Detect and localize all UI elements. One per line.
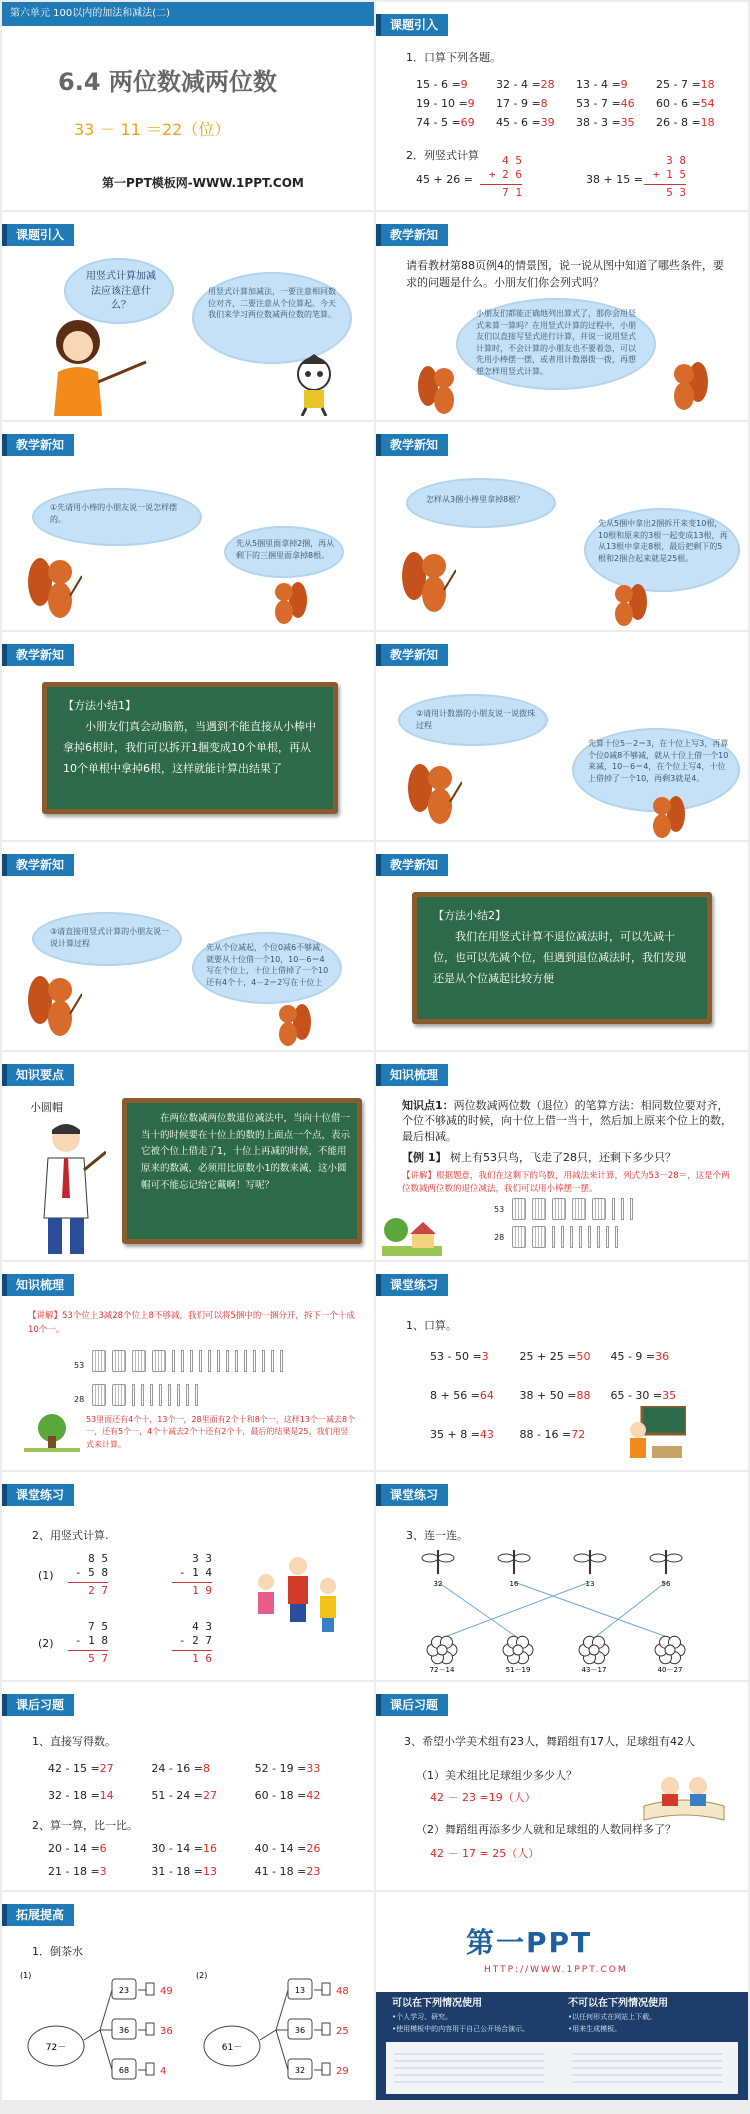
answer: 18 <box>700 78 715 91</box>
compare-item <box>151 1842 254 1855</box>
explain-label: 【讲解】 <box>28 1311 63 1321</box>
section-tag: 教学新知 <box>376 854 448 876</box>
section-tag: 知识梳理 <box>2 1274 74 1296</box>
expression: 17 - 9 = <box>496 97 541 110</box>
answer: 36 <box>655 1350 670 1363</box>
oral-item <box>656 116 736 129</box>
can-use-title: 可以在下列情况使用 <box>392 1998 482 2009</box>
expression: 31 - 18 = <box>151 1865 203 1878</box>
calc1-expression: 45 + 26 = <box>416 173 473 186</box>
slide-intro-oral <box>376 2 748 210</box>
slide-abacus <box>376 632 748 840</box>
expression: 20 - 14 = <box>48 1842 100 1855</box>
flower-label: 72－14 <box>429 1666 455 1674</box>
explain-text: 根据题意，我们在这剩下的鸟数，用减法来计算，列式为53－28＝，这是个两位数减两位数的退位减法，我们可以用小棒摆一摆。 <box>402 1171 730 1194</box>
flower-label: 40－27 <box>657 1666 683 1674</box>
expression: 24 - 16 = <box>151 1762 203 1775</box>
slide-license <box>376 1892 748 2100</box>
match-line <box>438 1582 518 1638</box>
student-icon <box>286 352 342 416</box>
sticks-row-28 <box>512 1226 618 1248</box>
practice-question: 1、口算。 <box>406 1319 457 1332</box>
cannot-use-item: •以任何形式在网站上下载。 <box>568 2013 657 2021</box>
section-tag: 教学新知 <box>2 644 74 666</box>
section-tag: 教学新知 <box>376 644 448 666</box>
slide-example4 <box>376 212 748 420</box>
oral-item <box>656 78 736 91</box>
slide-vertical-method <box>2 842 374 1050</box>
homework-item <box>48 1762 151 1775</box>
cloud-prompt-text: ③请直接用竖式计算的小朋友说一说计算过程 <box>50 927 170 948</box>
house-tree-icon <box>382 1216 442 1256</box>
expression: 19 - 10 = <box>416 97 468 110</box>
squirrel-teacher-icon <box>406 758 462 830</box>
expression: 51 - 24 = <box>151 1789 203 1802</box>
squirrel-teacher-icon <box>26 552 82 624</box>
cloud-answer-text: 先从5捆中拿出2捆拆开来变10根，10根和原来的3根一起变成13根，再从13根中拿走8根，最后把剩下的5根和2捆合起来就是25根。 <box>598 519 728 563</box>
slide-key-point <box>2 1052 374 1260</box>
calc2-result: 5 3 <box>666 185 686 199</box>
teapot-label: 72－ <box>45 2043 67 2053</box>
answer-1: 42 － 23 =19（人） <box>430 1791 536 1804</box>
sticks-count-53: 53 <box>494 1205 505 1214</box>
squirrel-icon <box>646 792 686 838</box>
calc2-bottom: + 1 5 <box>652 168 686 182</box>
expression: 32 - 18 = <box>48 1789 100 1802</box>
flower-icon[interactable] <box>427 1636 457 1664</box>
expression: 45 - 6 = <box>496 116 541 129</box>
question-1: 1．口算下列各题。 <box>406 51 501 64</box>
answer: 9 <box>460 78 468 91</box>
cup-result: 36 <box>160 2026 173 2037</box>
practice-item <box>520 1428 591 1441</box>
expression: 60 - 18 = <box>254 1789 307 1802</box>
matching-diagram <box>396 1548 736 1674</box>
answer: 35 <box>662 1389 677 1402</box>
board-text: 小朋友们真会动脑筋，当遇到不能直接从小棒中拿掉6根时，我们可以拆开1捆变成10个单根，再从10个单根中拿掉6根，这样就能计算出结果了 <box>63 720 316 775</box>
slide-practice-3 <box>376 1472 748 1680</box>
expression: 38 - 3 = <box>576 116 621 129</box>
explain-result: 53里面还有4个十，13个一，28里面有2个十和8个一，这样13个一减去8个一，还有5个一，4个十减去2个十还有2个十，最后的结果是25。我们用竖式来计算。 <box>86 1415 356 1449</box>
slide-title <box>2 2 374 210</box>
calc-b: 3 3 - 1 4 1 9 <box>172 1552 212 1598</box>
explain-text: 53个位上3减28个位上8不够减，我们可以将5捆中的一捆分开，拆下一个十成10个一。 <box>28 1311 355 1335</box>
sticks-count-28: 28 <box>74 1395 85 1404</box>
slide-method-2 <box>376 842 748 1050</box>
calc2-expression: 38 + 15 = <box>586 173 643 186</box>
slide-intro-teacher <box>2 212 374 420</box>
compare-item <box>151 1865 254 1878</box>
page-subtitle: 33 － 11 ＝22（位） <box>74 120 231 139</box>
calc2-vertical <box>644 154 686 200</box>
knowledge-point <box>402 1098 738 1144</box>
compare-item <box>255 1865 358 1878</box>
expression: 53 - 50 = <box>430 1350 482 1363</box>
answer: 3 <box>481 1350 489 1363</box>
cloud-answer-text: 用竖式计算加减法，一要注意相同数位对齐，二要注意从个位算起。今天我们来学习两位数减两位数的笔算。 <box>208 287 336 320</box>
cup-result: 29 <box>336 2066 349 2077</box>
sticks-count-28: 28 <box>494 1233 505 1242</box>
squirrel-icon <box>272 1000 312 1046</box>
expression: 30 - 14 = <box>151 1842 203 1855</box>
squirrel-teacher-icon <box>400 546 456 618</box>
expression: 35 + 8 = <box>430 1428 480 1441</box>
answer: 42 <box>306 1789 321 1802</box>
squirrel-icon <box>416 360 460 416</box>
chalkboard <box>122 1098 362 1244</box>
point-text: 两位数减两位数（退位）的笔算方法：相同数位要对齐，个位不够减的时候，向十位上借一当十，然后加上原来个位上的数，最后相减。 <box>402 1099 732 1143</box>
practice-item <box>610 1350 680 1363</box>
compare-item <box>255 1842 358 1855</box>
sticks-row-28 <box>92 1384 198 1406</box>
answer: 8 <box>540 97 548 110</box>
cannot-use-title: 不可以在下列情况使用 <box>568 1998 668 2009</box>
link-list-left <box>394 2048 544 2088</box>
board-text: 在两位数减两位数退位减法中，当向十位借一当十的时候要在十位上的数的上面点一个点，表示它被个位上借走了1，十位上再减的时候，不能用原来的数减，必须用比原数小1的数来减，这小圆帽可不能忘记给它戴啊！写呢？ <box>141 1113 351 1191</box>
practice-item <box>430 1428 500 1441</box>
answer: 6 <box>99 1842 107 1855</box>
expression: 8 + 56 = <box>430 1389 480 1402</box>
dragonfly-icon[interactable] <box>574 1550 606 1574</box>
cloud-answer-text: 先从个位减起，个位0减6不够减，就要从十位借一个10，10－6＝4写在个位上，十位上借掉了一个10还有4个十，4－2＝2写在十位上 <box>206 943 329 987</box>
section-tag: 课堂练习 <box>376 1484 448 1506</box>
cloud-prompt-text: ②请用计数器的小朋友说一说拨珠过程 <box>416 709 536 730</box>
sticks-count-53: 53 <box>74 1361 85 1370</box>
children-icon <box>248 1546 348 1646</box>
squirrel-icon <box>666 356 710 412</box>
oral-item <box>576 78 656 91</box>
squirrel-icon <box>268 578 308 626</box>
calc1-vertical <box>480 154 522 200</box>
slide-review-2 <box>2 1262 374 1470</box>
answer: 39 <box>540 116 555 129</box>
answer: 13 <box>203 1865 217 1878</box>
flower-icon[interactable] <box>579 1636 609 1664</box>
calc1-top: 4 5 <box>502 154 522 167</box>
answer: 69 <box>460 116 475 129</box>
section-tag: 教学新知 <box>2 434 74 456</box>
brand-url: HTTP://WWW.1PPT.COM <box>484 1965 628 1975</box>
oral-item <box>656 97 736 110</box>
homework-item <box>48 1789 151 1802</box>
oral-item <box>576 97 656 110</box>
squirrel-teacher-icon <box>26 970 82 1042</box>
teapot-diagram <box>16 1964 366 2094</box>
teacher-icon <box>42 312 152 416</box>
section-tag: 教学新知 <box>2 854 74 876</box>
sticks-row-53 <box>92 1350 283 1372</box>
dragonfly-icon[interactable] <box>650 1550 682 1574</box>
brand-logo: 第一PPT <box>466 1926 593 1959</box>
expression: 42 - 15 = <box>48 1762 100 1775</box>
example-question: 请看教材第88页例4的情景图，说一说从图中知道了哪些条件，要求的问题是什么。小朋友们你会列式吗？ <box>406 259 724 289</box>
dragonfly-icon[interactable] <box>422 1550 454 1574</box>
section-tag: 教学新知 <box>376 224 448 246</box>
link-list-right <box>572 2048 722 2088</box>
answer: 28 <box>540 78 555 91</box>
answer: 14 <box>99 1789 114 1802</box>
answer: 35 <box>620 116 635 129</box>
chalkboard <box>412 892 712 1024</box>
section-tag: 课题引入 <box>376 14 448 36</box>
oral-item <box>496 116 576 129</box>
expression: 38 + 50 = <box>519 1389 577 1402</box>
question-2: 2．列竖式计算 <box>406 149 479 162</box>
expression: 13 - 4 = <box>576 78 621 91</box>
answer: 18 <box>700 116 715 129</box>
answer: 3 <box>99 1865 107 1878</box>
section-tag: 课后习题 <box>2 1694 74 1716</box>
cloud-prompt-text: ①先请用小棒的小朋友说一说怎样摆的。 <box>50 503 178 524</box>
practice-question: 3、连一连。 <box>406 1529 468 1542</box>
board-heading: 【方法小结1】 <box>63 699 136 712</box>
slide-practice-1 <box>376 1262 748 1470</box>
tree-icon <box>24 1412 80 1452</box>
flower-label: 51－19 <box>505 1666 531 1674</box>
section-tag: 课后习题 <box>376 1694 448 1716</box>
squirrel-icon <box>608 580 648 628</box>
expression: 60 - 6 = <box>656 97 701 110</box>
point-label: 知识点1： <box>402 1099 454 1112</box>
section-tag: 知识要点 <box>2 1064 74 1086</box>
homework-item <box>151 1789 254 1802</box>
homework-question: 3、希望小学美术组有23人，舞蹈组有17人，足球组有42人 <box>404 1735 695 1748</box>
example-1 <box>402 1150 738 1167</box>
slide-extension <box>2 1892 374 2100</box>
slide-homework-1 <box>2 1682 374 1890</box>
cloud-answer-text: 先从5捆里面拿掉2捆，再从剩下的三捆里面拿掉8根。 <box>236 539 335 560</box>
slide-practice-2 <box>2 1472 374 1680</box>
homework-item <box>255 1762 358 1775</box>
cup-value: 36 <box>118 2026 130 2035</box>
compare-item <box>48 1842 151 1855</box>
dragonfly-label: 56 <box>661 1580 671 1588</box>
cloud-hint-text: 小朋友们都能正确地列出算式了，那你会用竖式来算一算吗？在用竖式计算的过程中，小朋友们以直接写竖式进行计算，并说一说用竖式计算时，不会计算的小朋友也不要着急，可以先用小棒摆一摆，或者用计数器拨一拨，再想想怎样用竖式计算。 <box>476 309 636 376</box>
part-1-label: (1) <box>38 1569 54 1582</box>
practice-item <box>430 1350 500 1363</box>
cup-result: 4 <box>160 2066 167 2077</box>
answer: 50 <box>576 1350 591 1363</box>
dragonfly-icon[interactable] <box>498 1550 530 1574</box>
flower-label: 43－17 <box>581 1666 607 1674</box>
compare-item <box>48 1865 151 1878</box>
cup-value: 13 <box>294 1986 306 1995</box>
slide-homework-2 <box>376 1682 748 1890</box>
calc-c: 7 5 - 1 8 5 7 <box>68 1620 108 1666</box>
expression: 25 - 7 = <box>656 78 701 91</box>
answer: 72 <box>571 1428 586 1441</box>
flower-icon[interactable] <box>655 1636 685 1664</box>
page-title: 6.4 两位数减两位数 <box>58 68 277 96</box>
section-tag: 教学新知 <box>376 434 448 456</box>
slide-sticks-2 <box>376 422 748 630</box>
answer-2: 42 － 17 = 25（人） <box>430 1847 540 1860</box>
answer: 23 <box>306 1865 321 1878</box>
section-tag: 课题引入 <box>2 224 74 246</box>
slide-sticks-1 <box>2 422 374 630</box>
homework-grid <box>48 1762 358 1802</box>
practice-item <box>520 1350 591 1363</box>
calc1-result: 7 1 <box>502 185 522 199</box>
expression: 21 - 18 = <box>48 1865 100 1878</box>
answer: 9 <box>620 78 628 91</box>
cup-result: 25 <box>336 2026 349 2037</box>
oral-item <box>416 78 496 91</box>
teapot-label: 61－ <box>221 2043 243 2053</box>
explain-2 <box>28 1310 364 1337</box>
expression: 15 - 6 = <box>416 78 461 91</box>
match-line <box>514 1582 670 1638</box>
practice-question: 2、用竖式计算. <box>32 1529 109 1542</box>
section-tag: 知识梳理 <box>376 1064 448 1086</box>
oral-item <box>496 78 576 91</box>
answer: 33 <box>306 1762 321 1775</box>
expression: 41 - 18 = <box>254 1865 307 1878</box>
homework-item <box>255 1789 358 1802</box>
teacher-man-icon <box>26 1118 106 1258</box>
cup-value: 23 <box>118 1986 130 1995</box>
answer: 64 <box>479 1389 494 1402</box>
oral-grid <box>416 78 736 129</box>
expression: 88 - 16 = <box>519 1428 572 1441</box>
extension-question: 1．倒茶水 <box>32 1945 83 1958</box>
expression: 25 + 25 = <box>519 1350 577 1363</box>
cup-value: 32 <box>294 2066 306 2075</box>
cloud-prompt-text: 怎样从3捆小棒里拿掉8根？ <box>426 495 525 504</box>
oral-item <box>416 116 496 129</box>
answer: 27 <box>203 1789 217 1802</box>
dragonfly-label: 13 <box>585 1580 595 1588</box>
answer: 9 <box>467 97 475 110</box>
homework-item <box>151 1762 254 1775</box>
dragonfly-label: 32 <box>433 1580 443 1588</box>
site-footer: 第一PPT模板网-WWW.1PPT.COM <box>102 176 304 190</box>
expression: 32 - 4 = <box>496 78 541 91</box>
answer: 46 <box>620 97 635 110</box>
homework-question-1: 1、直接写得数。 <box>32 1735 116 1748</box>
expression: 53 - 7 = <box>576 97 621 110</box>
board-heading: 【方法小结2】 <box>433 909 506 922</box>
subquestion-2: （2）舞蹈组再添多少人就和足球组的人数同样多了？ <box>416 1823 676 1836</box>
homework-question-2: 2、算一算，比一比。 <box>32 1819 138 1832</box>
practice-item <box>610 1389 680 1402</box>
match-line <box>594 1582 666 1638</box>
explain-1 <box>402 1170 738 1196</box>
example-text: 树上有53只鸟，飞走了28只，还剩下多少只？ <box>449 1151 676 1164</box>
section-tag: 拓展提高 <box>2 1904 74 1926</box>
expression: 40 - 14 = <box>254 1842 307 1855</box>
classroom-icon <box>622 1406 686 1462</box>
expression: 65 - 30 = <box>610 1389 663 1402</box>
calc-a: 8 5 - 5 8 2 7 <box>68 1552 108 1598</box>
unit-label: 第六单元 100以内的加法和减法(二) <box>10 8 171 19</box>
expression: 52 - 19 = <box>254 1762 307 1775</box>
oral-item <box>496 97 576 110</box>
hat-label: 小圆帽 <box>30 1101 63 1114</box>
group-label: (1) <box>20 1971 32 1980</box>
board-text: 我们在用竖式计算不退位减法时，可以先减十位，也可以先减个位，但遇到退位减法时，我们发现还是从个位减起比较方便 <box>433 930 686 985</box>
calc2-top: 3 8 <box>666 154 686 167</box>
answer: 16 <box>203 1842 217 1855</box>
can-use-item: •个人学习、研究。 <box>392 2013 453 2021</box>
calc1-bottom: + 2 6 <box>488 168 522 182</box>
match-line <box>442 1582 590 1638</box>
expression: 45 - 9 = <box>610 1350 656 1363</box>
subquestion-1: （1）美术组比足球组少多少人？ <box>416 1769 577 1782</box>
group-label: (2) <box>196 1971 208 1980</box>
section-tag: 课堂练习 <box>2 1484 74 1506</box>
chalkboard <box>42 682 338 814</box>
part-2-label: (2) <box>38 1637 54 1650</box>
answer: 88 <box>576 1389 591 1402</box>
answer: 26 <box>306 1842 321 1855</box>
link-list-panel <box>386 2042 738 2094</box>
cloud-question-text: 用竖式计算加减法应该注意什么？ <box>86 271 156 311</box>
reading-kids-icon <box>640 1766 728 1824</box>
practice-item <box>520 1389 591 1402</box>
slide-method-1 <box>2 632 374 840</box>
practice-item <box>430 1389 500 1402</box>
answer: 54 <box>700 97 715 110</box>
answer: 27 <box>99 1762 114 1775</box>
expression: 74 - 5 = <box>416 116 461 129</box>
cup-result: 49 <box>160 1986 173 1997</box>
cup-result: 48 <box>336 1986 349 1997</box>
calc-d: 4 3 - 2 7 1 6 <box>172 1620 212 1666</box>
oral-item <box>576 116 656 129</box>
answer: 8 <box>203 1762 210 1775</box>
slide-review-1 <box>376 1052 748 1260</box>
cup-value: 68 <box>118 2066 130 2075</box>
example-label: 【例 1】 <box>402 1151 447 1164</box>
compare-grid <box>48 1842 358 1878</box>
section-tag: 课堂练习 <box>376 1274 448 1296</box>
answer: 43 <box>479 1428 494 1441</box>
explain-label: 【讲解】 <box>402 1171 437 1181</box>
flower-icon[interactable] <box>503 1636 533 1664</box>
expression: 26 - 8 = <box>656 116 701 129</box>
cloud-answer-text: 先算十位5－2＝3，在十位上写3，再算个位0减8不够减，就从十位上借一个10来减，10－6＝4，在个位上写4，十位上借掉了一个10，再剩3就是4。 <box>588 739 729 783</box>
cup-value: 36 <box>294 2026 306 2035</box>
can-use-item: •使用模板中的内容用于自己公开场合演示。 <box>392 2025 530 2033</box>
cannot-use-item: •用来生成模板。 <box>568 2025 622 2033</box>
dragonfly-label: 16 <box>509 1580 519 1588</box>
sticks-row-53 <box>512 1198 633 1220</box>
oral-item <box>416 97 496 110</box>
